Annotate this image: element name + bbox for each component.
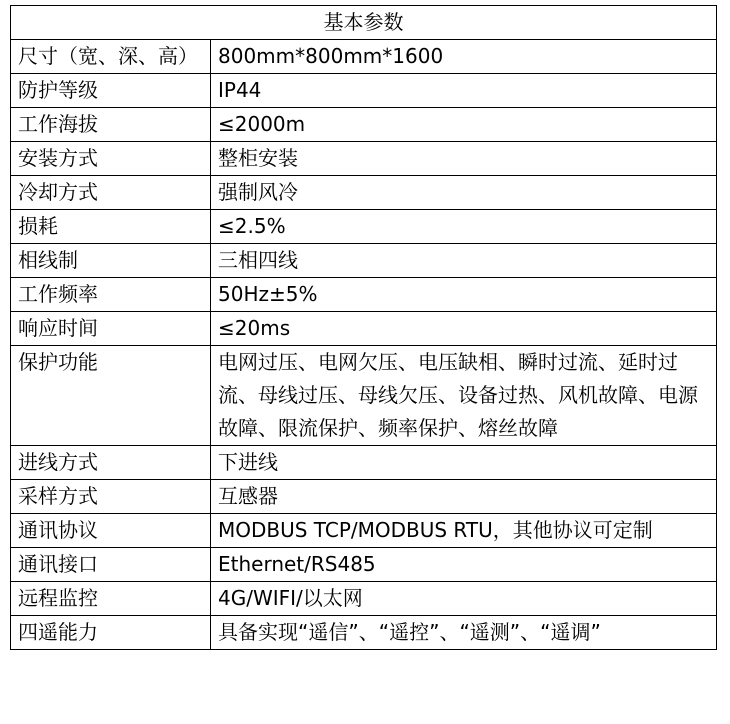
- table-row: [11, 40, 717, 74]
- row-value-protection-grade: IP44: [211, 74, 717, 108]
- row-value-four-remote: 具备实现“遥信”、“遥控”、“遥测”、“遥调”: [211, 616, 717, 650]
- table-row: [11, 244, 717, 278]
- table-row: [11, 346, 717, 446]
- row-label-frequency: 工作频率: [11, 278, 211, 312]
- row-label-protocol: 通讯协议: [11, 514, 211, 548]
- row-value-sampling: 互感器: [211, 480, 717, 514]
- row-value-installation: 整柜安装: [211, 142, 717, 176]
- row-label-sampling: 采样方式: [11, 480, 211, 514]
- row-label-response-time: 响应时间: [11, 312, 211, 346]
- row-value-protection-functions: 电网过压、电网欠压、电压缺相、瞬时过流、延时过流、母线过压、母线欠压、设备过热、风机故障、电源故障、限流保护、频率保护、熔丝故障: [211, 346, 717, 446]
- table-row: [11, 446, 717, 480]
- table-row: [11, 210, 717, 244]
- row-label-protection-grade: 防护等级: [11, 74, 211, 108]
- row-value-phase-wiring: 三相四线: [211, 244, 717, 278]
- table-header-row: [11, 6, 717, 40]
- row-value-frequency: 50Hz±5%: [211, 278, 717, 312]
- row-label-phase-wiring: 相线制: [11, 244, 211, 278]
- table-row: [11, 514, 717, 548]
- table-row: [11, 108, 717, 142]
- row-label-four-remote: 四遥能力: [11, 616, 211, 650]
- row-label-protection-functions: 保护功能: [11, 346, 211, 446]
- table-row: [11, 278, 717, 312]
- row-label-loss: 损耗: [11, 210, 211, 244]
- table-row: [11, 548, 717, 582]
- table-row: [11, 582, 717, 616]
- row-value-remote-monitoring: 4G/WIFI/以太网: [211, 582, 717, 616]
- row-value-cooling: 强制风冷: [211, 176, 717, 210]
- table-row: [11, 616, 717, 650]
- row-label-interface: 通讯接口: [11, 548, 211, 582]
- table-row: [11, 142, 717, 176]
- row-value-protocol: MODBUS TCP/MODBUS RTU，其他协议可定制: [211, 514, 717, 548]
- row-label-installation: 安装方式: [11, 142, 211, 176]
- basic-parameters-table: [10, 5, 717, 650]
- table-row: [11, 480, 717, 514]
- row-value-response-time: ≤20ms: [211, 312, 717, 346]
- row-label-dimensions: 尺寸（宽、深、高）: [11, 40, 211, 74]
- table-title: 基本参数: [11, 6, 717, 40]
- row-label-cooling: 冷却方式: [11, 176, 211, 210]
- row-value-interface: Ethernet/RS485: [211, 548, 717, 582]
- table-row: [11, 176, 717, 210]
- table-row: [11, 74, 717, 108]
- row-value-loss: ≤2.5%: [211, 210, 717, 244]
- row-label-remote-monitoring: 远程监控: [11, 582, 211, 616]
- row-label-incoming-line: 进线方式: [11, 446, 211, 480]
- row-value-dimensions: 800mm*800mm*1600: [211, 40, 717, 74]
- row-label-altitude: 工作海拔: [11, 108, 211, 142]
- row-value-altitude: ≤2000m: [211, 108, 717, 142]
- row-value-incoming-line: 下进线: [211, 446, 717, 480]
- table-row: [11, 312, 717, 346]
